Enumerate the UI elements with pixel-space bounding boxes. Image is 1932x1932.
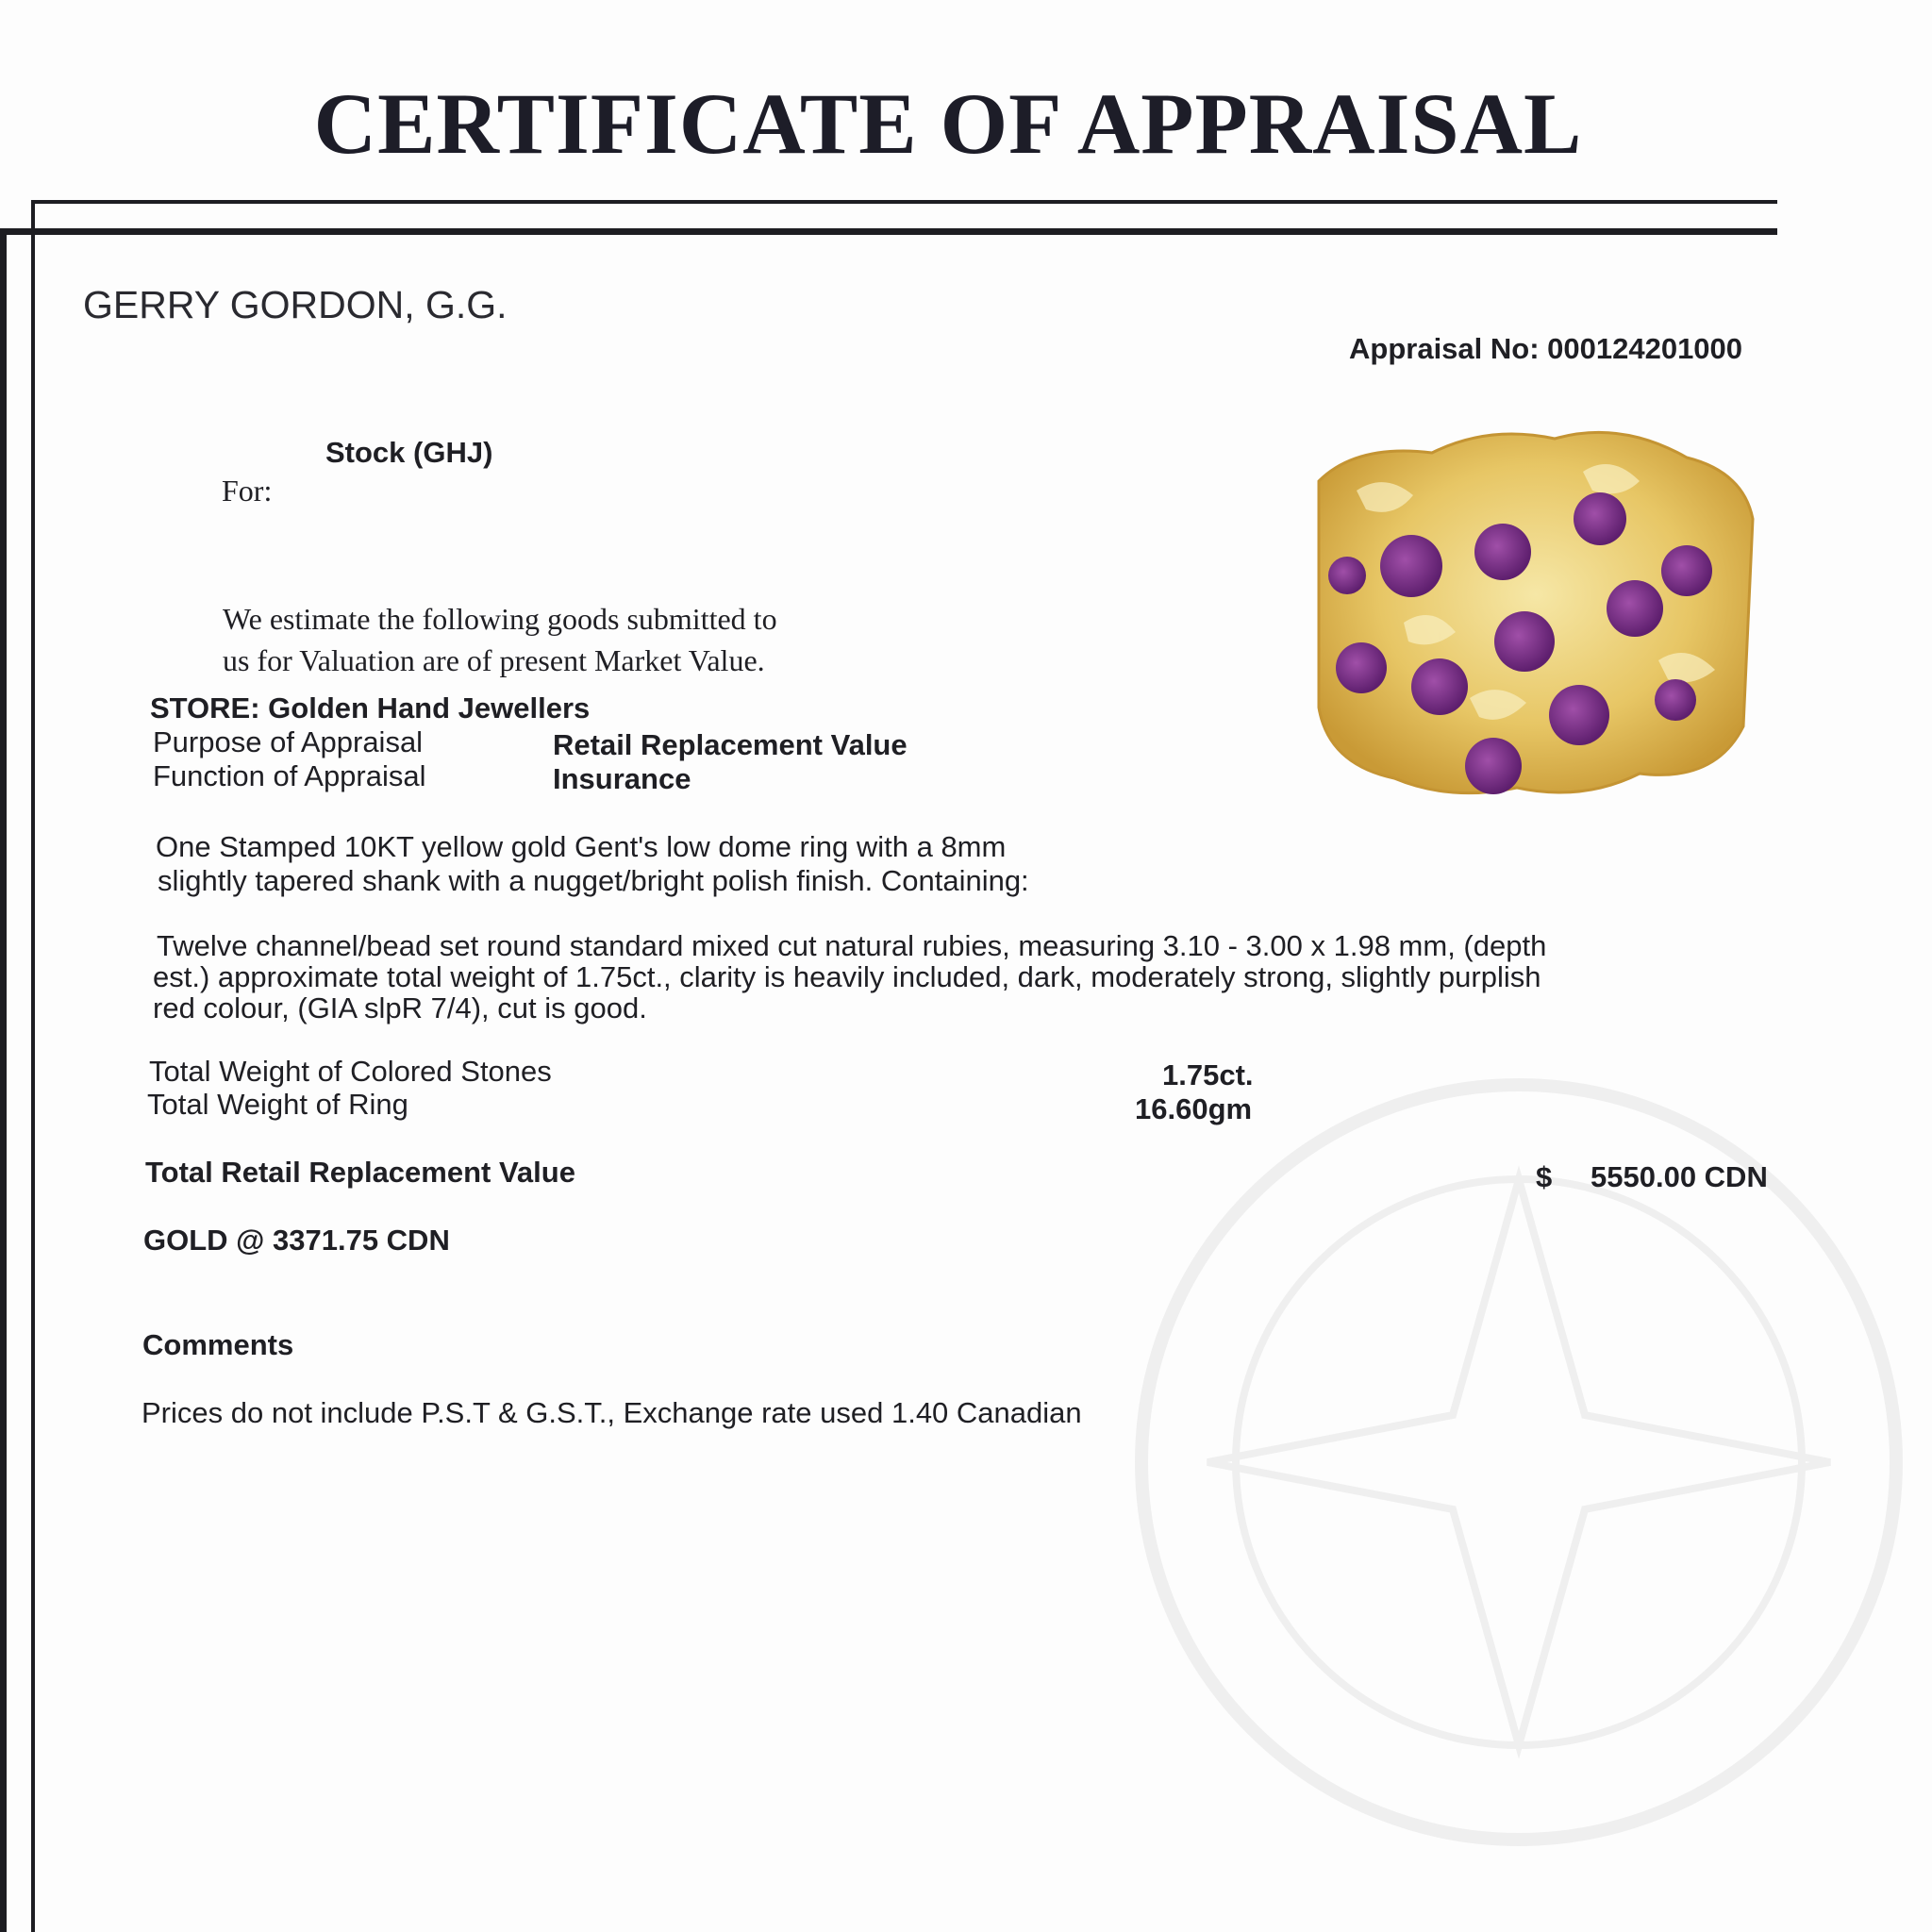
- second-rule: [0, 228, 1777, 235]
- client-value: Stock (GHJ): [325, 436, 493, 469]
- for-label: For:: [222, 474, 273, 508]
- store-name: STORE: Golden Hand Jewellers: [150, 691, 591, 724]
- watermark-seal: [1113, 1019, 1924, 1906]
- gold-price: GOLD @ 3371.75 CDN: [143, 1224, 450, 1257]
- stones-line-2: est.) approximate total weight of 1.75ct., clarity is heavily included, dark, moderately strong, slightly purplish: [153, 960, 1541, 993]
- stones-line-1: Twelve channel/bead set round standard mixed cut natural rubies, measuring 3.10 - 3.00 x 1.98 mm, (depth: [157, 929, 1547, 962]
- intro-line-1: We estimate the following goods submitted to: [223, 602, 777, 636]
- stones-weight-value: 1.75ct.: [1162, 1058, 1254, 1091]
- ring-weight-label: Total Weight of Ring: [147, 1088, 408, 1121]
- total-value-label: Total Retail Replacement Value: [145, 1156, 575, 1189]
- stones-line-3: red colour, (GIA slpR 7/4), cut is good.: [153, 991, 647, 1024]
- total-currency: $: [1536, 1160, 1553, 1193]
- appraisal-number: Appraisal No: 000124201000: [1349, 332, 1743, 365]
- purpose-label: Purpose of Appraisal: [153, 725, 424, 758]
- function-label: Function of Appraisal: [153, 759, 426, 792]
- comments-heading: Comments: [142, 1328, 294, 1361]
- ring-photo: [1300, 415, 1762, 811]
- appraiser-name: GERRY GORDON, G.G.: [83, 283, 508, 326]
- comments-text: Prices do not include P.S.T & G.S.T., Exchange rate used 1.40 Canadian: [142, 1396, 1082, 1429]
- intro-line-2: us for Valuation are of present Market Value.: [223, 643, 765, 677]
- total-value: 5550.00 CDN: [1591, 1160, 1768, 1193]
- stones-weight-label: Total Weight of Colored Stones: [149, 1055, 552, 1088]
- description-line-1: One Stamped 10KT yellow gold Gent's low dome ring with a 8mm: [156, 830, 1007, 863]
- function-value: Insurance: [553, 762, 691, 795]
- description-line-2: slightly tapered shank with a nugget/bright polish finish. Containing:: [158, 864, 1029, 897]
- certificate-title: CERTIFICATE OF APPRAISAL: [313, 75, 1583, 172]
- ring-weight-value: 16.60gm: [1135, 1092, 1253, 1125]
- purpose-value: Retail Replacement Value: [553, 728, 908, 761]
- top-rule: [31, 200, 1777, 204]
- left-rule-inner: [31, 200, 35, 1932]
- left-rule-outer: [0, 228, 7, 1932]
